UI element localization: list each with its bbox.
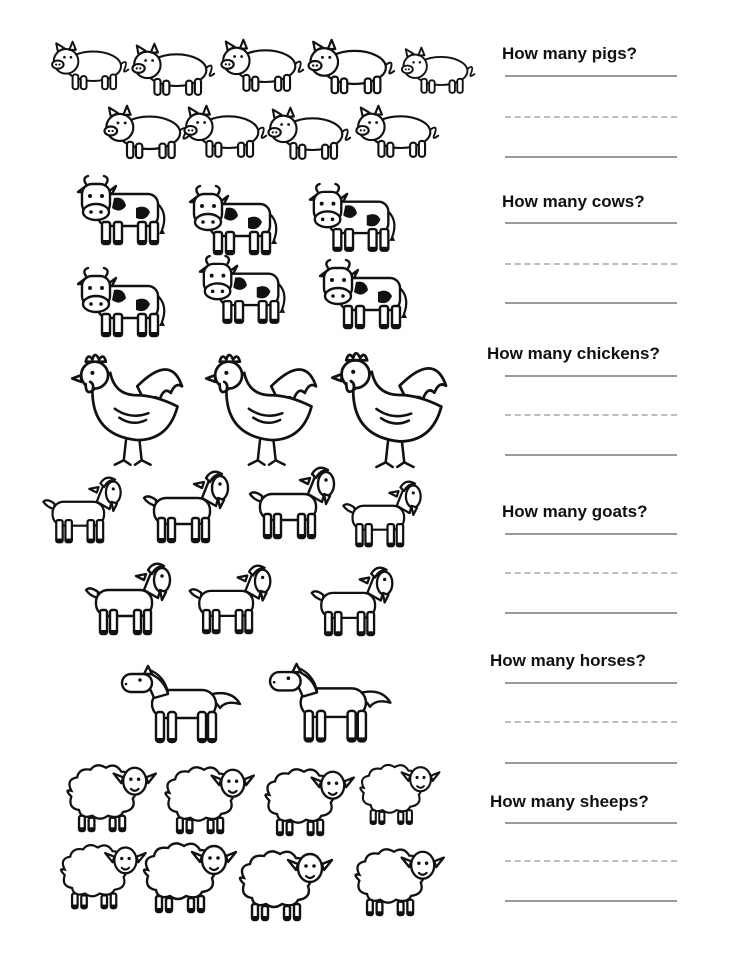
answer-line-bottom[interactable] [505, 900, 677, 902]
answer-line-top [505, 533, 677, 535]
chicken-illustration [206, 355, 316, 465]
answer-line-bottom[interactable] [505, 762, 677, 764]
horse-illustration [122, 666, 240, 742]
chicken-illustration [332, 353, 446, 467]
cow-illustration [190, 186, 277, 254]
cow-illustration [78, 176, 165, 244]
pig-illustration [184, 106, 266, 157]
answer-line-top [505, 222, 677, 224]
chicken-illustration [72, 355, 182, 465]
answer-line-top [505, 682, 677, 684]
sheep-illustration [240, 851, 332, 920]
cow-illustration [310, 184, 395, 251]
goat-illustration [343, 482, 420, 547]
question-text: How many chickens? [487, 344, 660, 363]
answer-line-dashed [505, 860, 677, 862]
answer-line-bottom[interactable] [505, 612, 677, 614]
answer-line-dashed [505, 263, 677, 265]
sheep-illustration [266, 769, 354, 835]
question-text: How many cows? [502, 192, 645, 211]
question-text: How many goats? [502, 502, 648, 521]
sheep-illustration [144, 843, 236, 912]
sheep-illustration [61, 845, 146, 908]
question-text: How many pigs? [502, 44, 638, 63]
pig-illustration [105, 106, 189, 158]
pig-illustration [221, 40, 303, 91]
cow-illustration [78, 268, 165, 336]
goat-illustration [86, 564, 170, 634]
sheep-illustration [68, 765, 156, 831]
answer-line-top [505, 822, 677, 824]
pig-illustration [309, 40, 395, 93]
pig-illustration [132, 44, 214, 95]
answer-line-top [505, 375, 677, 377]
answer-line-bottom[interactable] [505, 302, 677, 304]
horse-illustration [270, 664, 390, 742]
answer-line-top [505, 75, 677, 77]
goat-illustration [312, 568, 393, 635]
answer-line-bottom[interactable] [505, 156, 677, 158]
sheep-illustration [166, 767, 254, 833]
answer-line-dashed [505, 414, 677, 416]
pig-illustration [268, 108, 350, 159]
question-text: How many sheeps? [490, 792, 649, 811]
answer-line-bottom[interactable] [505, 454, 677, 456]
cow-illustration [200, 256, 285, 323]
answer-line-dashed [505, 721, 677, 723]
pig-illustration [52, 42, 128, 90]
pig-illustration [356, 106, 438, 157]
sheep-illustration [356, 849, 444, 915]
pig-illustration [402, 48, 475, 93]
answer-line-dashed [505, 116, 677, 118]
answer-line-dashed [505, 572, 677, 574]
goat-illustration [250, 468, 334, 538]
goat-illustration [190, 566, 271, 633]
question-text: How many horses? [490, 651, 646, 670]
goat-illustration [144, 472, 228, 542]
sheep-illustration [360, 765, 439, 824]
goat-illustration [43, 478, 120, 543]
cow-illustration [320, 260, 407, 328]
